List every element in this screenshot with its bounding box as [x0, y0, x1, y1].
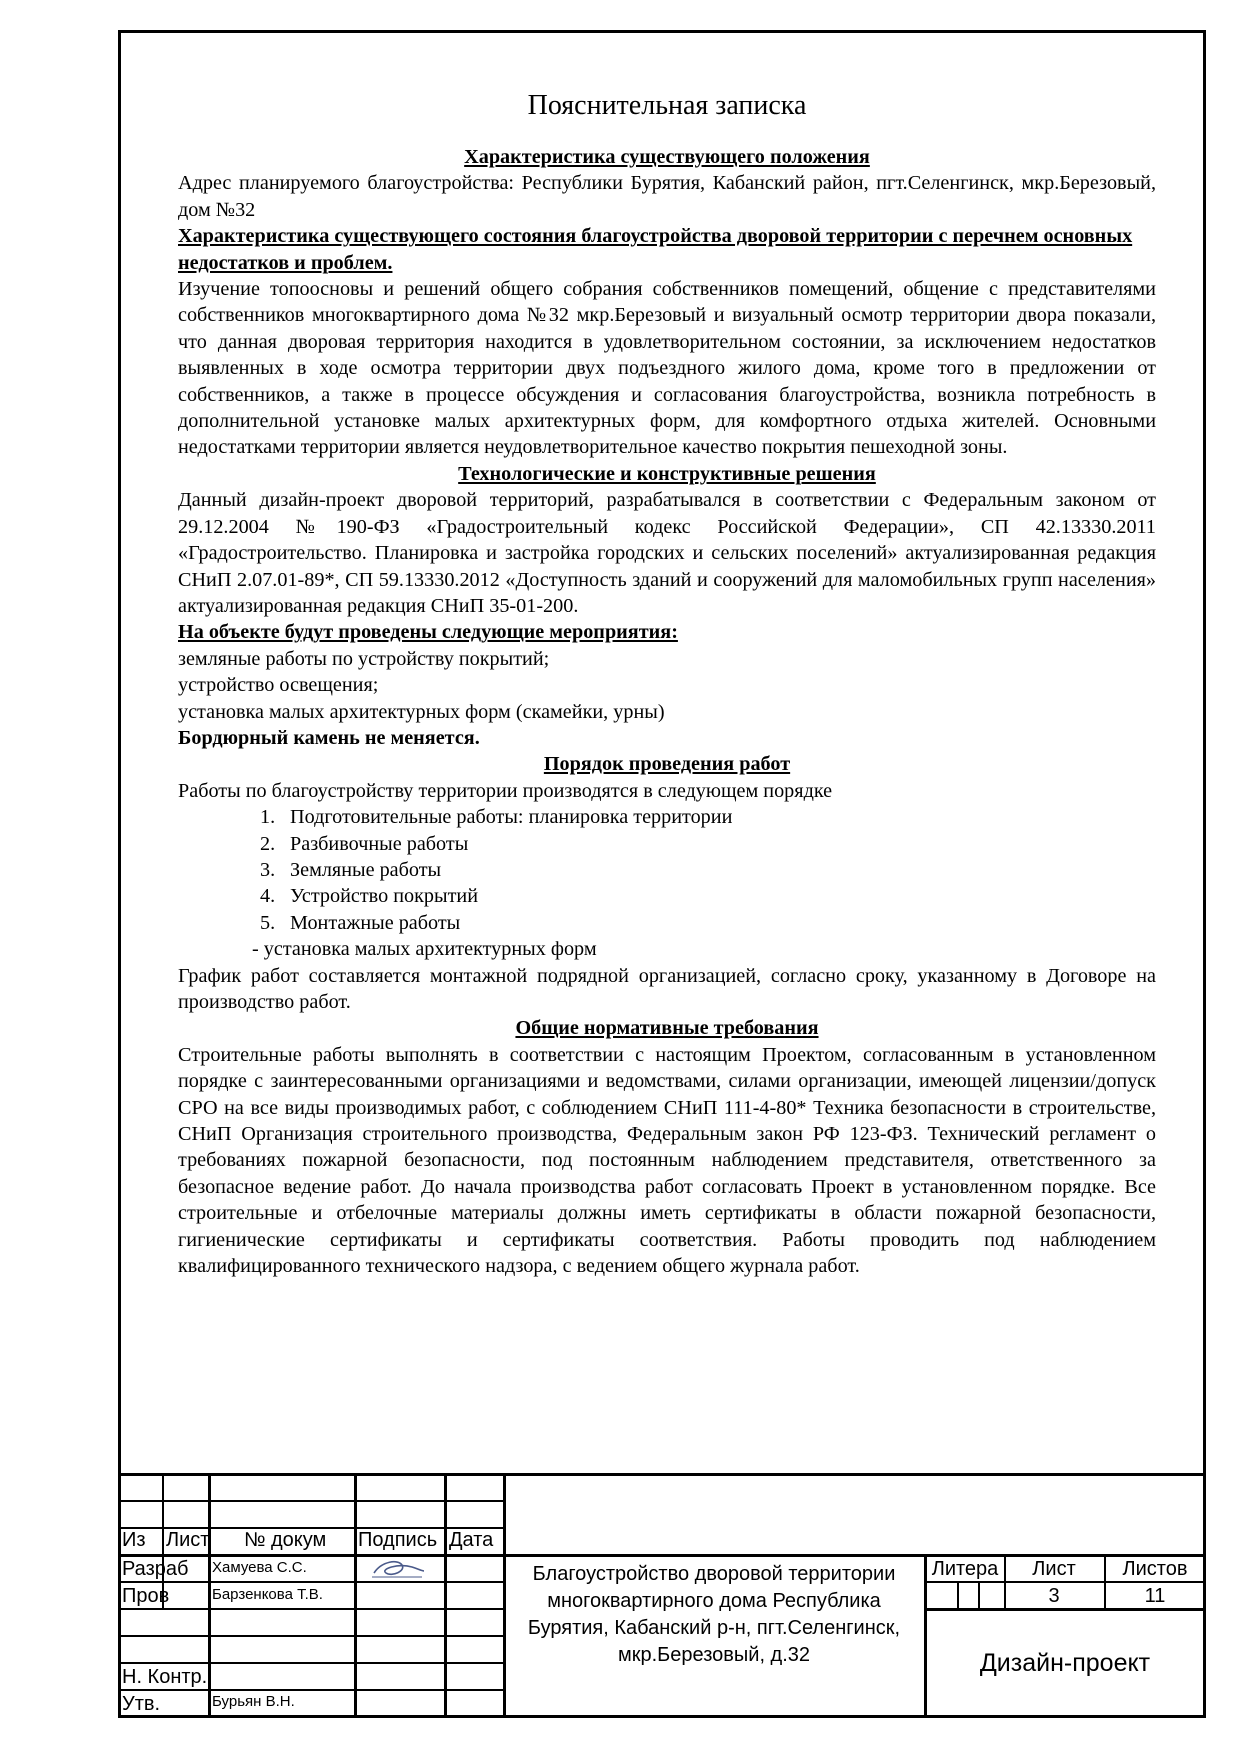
col-header-iz: Из [122, 1529, 146, 1551]
sheet-label: Лист [1032, 1558, 1076, 1580]
work-substep: - установка малых архитектурных форм [252, 938, 597, 961]
step-text: Земляные работы [290, 858, 442, 881]
litera-label: Литера [931, 1558, 999, 1580]
grid-line [978, 1581, 980, 1608]
developer-name: Хамуева С.С. [212, 1559, 307, 1576]
work-steps-list [178, 804, 1156, 936]
step-number: 5. [260, 911, 276, 934]
work-step [260, 831, 1156, 857]
step-text: Подготовительные работы: планировка территории [290, 806, 733, 829]
step-text: Устройство покрытий [290, 885, 478, 908]
section-text-technical-solutions: Данный дизайн-проект дворовой территорий, разрабатывался в соответствии с Федеральным законом от 29.12.2004 №190-ФЗ «Градостроительный кодекс Российской Федерации», СП 42.13330.2011 «Градостроительство. Планировка и застройка городских и сельских поселений» актуализированная редакция СНиП 2.07.01-89*, СП 59.13330.2012 «Доступность зданий и сооружений для маломобильных групп населения» актуализированная редакция СНиП 35-01-200. [178, 489, 1156, 617]
grid-line [957, 1581, 959, 1608]
curb-note: Бордюрный камень не меняется. [178, 726, 480, 749]
project-title: Благоустройство дворовой территории многоквартирного дома Республика Бурятия, Кабанский р-н, пгт.Селенгинск, мкр.Березовый, д.32 [527, 1563, 901, 1666]
row-label-developer: Разраб [122, 1558, 189, 1580]
step-number: 4. [260, 885, 276, 908]
section-text-address: Адрес планируемого благоустройства: Республики Бурятия, Кабанский район, пгт.Селенгинск, мкр.Березовый, дом №32 [178, 172, 1156, 221]
section-heading-work-order: Порядок проведения работ [543, 753, 791, 776]
page-title: Пояснительная записка [527, 90, 807, 121]
title-block-top-border [118, 1473, 1206, 1476]
work-order-intro: Работы по благоустройству территории производятся в следующем порядке [178, 779, 833, 802]
col-header-date: Дата [449, 1529, 494, 1551]
sheet-number: 3 [1048, 1585, 1060, 1607]
measure-item: устройство освещения; [178, 674, 379, 697]
grid-line [208, 1473, 211, 1718]
col-header-doc-number: № докум [244, 1529, 327, 1551]
grid-line [444, 1473, 447, 1718]
measure-item: земляные работы по устройству покрытий; [178, 647, 550, 670]
work-step [260, 910, 1156, 936]
section-heading-existing-state: Характеристика существующего состояния благоустройства дворовой территории с перечнем основных недостатков и проблем. [178, 225, 1133, 274]
section-heading-measures: На объекте будут проведены следующие мероприятия: [178, 621, 678, 644]
approver-name: Бурьян В.Н. [212, 1693, 295, 1710]
section-heading-general-requirements: Общие нормативные требования [515, 1017, 819, 1040]
col-header-list: Лист [166, 1529, 210, 1551]
step-text: Разбивочные работы [290, 832, 469, 855]
sheets-count: 11 [1144, 1585, 1166, 1607]
row-label-norm-control: Н. Контр. [122, 1666, 208, 1688]
section-text-general-requirements: Строительные работы выполнять в соответствии с настоящим Проектом, согласованным в установленном порядке с заинтересованными организациями и ведомствами, силами организации, имеющей лицензии/допуск СРО на все виды производимых работ, с соблюдением СНиП 111-4-80* Техника безопасности в строительстве, СНиП Организация строительного производства, Федеральным закон РФ 123-ФЗ. Технический регламент о требованиях пожарной безопасности, под постоянным наблюдением представителя, ответственного за безопасное ведение работ. До начала производства работ согласовать Проект в установленном порядке. Все строительные и отбелочные материалы должны иметь сертификаты в области пожарной безопасности, гигиенические сертификаты и сертификаты соответствия. Работы проводить под наблюдением квалифицированного технического надзора, с ведением общего журнала работ. [178, 1043, 1156, 1278]
measure-item: установка малых архитектурных форм (скамейки, урны) [178, 700, 665, 723]
grid-line [924, 1581, 1206, 1583]
signature-image [368, 1557, 428, 1588]
grid-line [924, 1554, 927, 1718]
schedule-text: График работ составляется монтажной подрядной организацией, согласно сроку, указанному в Договоре на производство работ. [178, 964, 1156, 1013]
work-step [260, 883, 1156, 909]
step-number: 3. [260, 858, 276, 881]
document-body [178, 88, 1156, 1279]
row-label-approved: Утв. [122, 1693, 161, 1715]
checker-name: Барзенкова Т.В. [212, 1586, 323, 1603]
col-header-signature: Подпись [358, 1529, 438, 1551]
section-heading-technical-solutions: Технологические и конструктивные решения [458, 462, 876, 485]
grid-line [503, 1473, 506, 1718]
title-block [118, 1473, 1206, 1718]
section-text-existing-state: Изучение топоосновы и решений общего собрания собственников помещений, общение с представителями собственников многоквартирного дома №32 мкр.Березовый и визуальный осмотр территории двора показали, что данная дворовая территория находится в удовлетворительном состоянии, за исключением недостатков выявленных в ходе осмотра территории двух подъездного жилого дома, кроме того в предложении от собственников, а также в процессе обсуждения и согласования благоустройства, возникла потребность в дополнительной установке малых архитектурных форм, для комфортного отдыха жителей. Основными недостатками территории является неудовлетворительное качество покрытия пешеходной зоны. [178, 278, 1156, 459]
sheets-label: Листов [1122, 1558, 1188, 1580]
step-text: Монтажные работы [290, 911, 461, 934]
step-number: 2. [260, 832, 276, 855]
step-number: 1. [260, 806, 276, 829]
grid-line [924, 1608, 1206, 1611]
row-label-checker: Пров [122, 1585, 170, 1607]
section-heading-existing-position: Характеристика существующего положения [464, 146, 870, 168]
work-step [260, 857, 1156, 883]
work-step [260, 804, 1156, 830]
grid-line [354, 1473, 357, 1718]
stage-label: Дизайн-проект [979, 1649, 1151, 1677]
